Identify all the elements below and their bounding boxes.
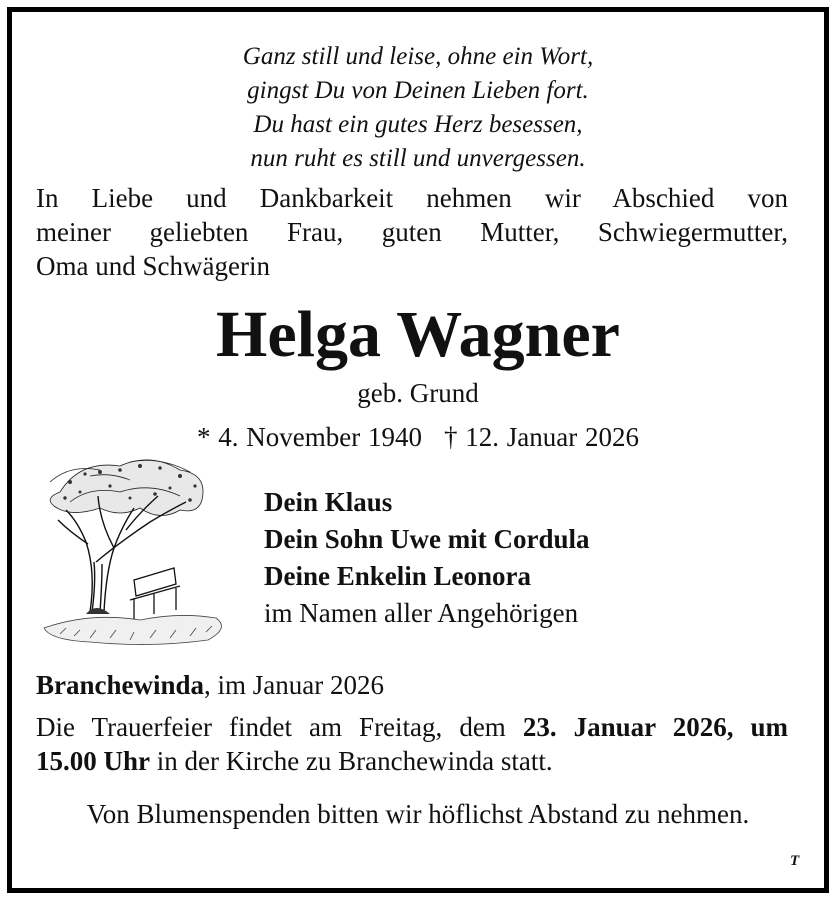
mourner-line: Dein Klaus xyxy=(264,487,393,517)
ceremony-date: 23. Januar 2026, um xyxy=(522,712,788,742)
place-and-date xyxy=(36,670,384,701)
life-dates xyxy=(0,422,836,453)
deceased-name: Helga Wagner xyxy=(216,298,620,371)
ceremony-line xyxy=(36,710,788,744)
tree-bench-illustration xyxy=(30,452,238,650)
flowers-note: Von Blumenspenden bitten wir höflichst Abstand zu nehmen. xyxy=(86,799,750,829)
intro-text xyxy=(36,181,788,283)
mourners-list xyxy=(264,484,590,632)
maiden-name: geb. Grund xyxy=(357,378,479,408)
place-date: , im Januar 2026 xyxy=(204,670,385,700)
poem xyxy=(0,40,836,176)
intro-line: In Liebe und Dankbarkeit nehmen wir Abschied von xyxy=(36,183,788,213)
ceremony-text: Die Trauerfeier findet am Freitag, dem xyxy=(36,712,523,742)
death-date: † 12. Januar 2026 xyxy=(444,422,639,452)
ceremony-time: 15.00 Uhr xyxy=(36,746,150,776)
poem-line: nun ruht es still und unvergessen. xyxy=(250,145,586,172)
intro-line: meiner geliebten Frau, guten Mutter, Schwiegermutter, xyxy=(36,217,788,247)
publisher-mark: T xyxy=(790,853,800,869)
intro-line: Oma und Schwägerin xyxy=(36,251,270,281)
mourner-line: im Namen aller Angehörigen xyxy=(264,598,579,628)
town-name: Branchewinda xyxy=(36,670,205,700)
ceremony-text: in der Kirche zu Branchewinda statt. xyxy=(150,746,553,776)
ceremony-line xyxy=(36,744,788,778)
ceremony-info xyxy=(36,710,788,778)
mourner-line: Dein Sohn Uwe mit Cordula xyxy=(264,524,590,554)
poem-line: gingst Du von Deinen Lieben fort. xyxy=(247,77,589,104)
birth-date: * 4. November 1940 xyxy=(197,422,422,452)
mourner-line: Deine Enkelin Leonora xyxy=(264,561,532,591)
poem-line: Ganz still und leise, ohne ein Wort, xyxy=(242,43,594,70)
poem-line: Du hast ein gutes Herz besessen, xyxy=(253,111,583,138)
